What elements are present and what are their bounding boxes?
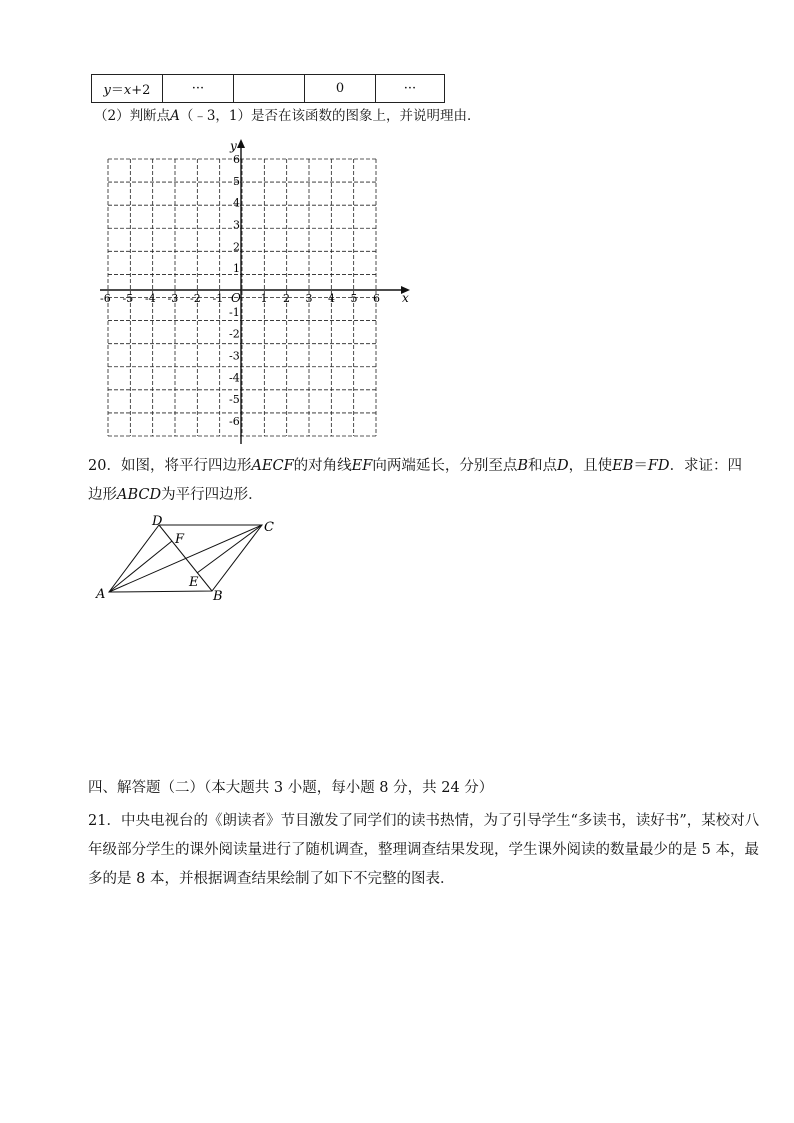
table-cell: ··· <box>376 75 445 103</box>
x-tick-label: 1 <box>260 292 268 305</box>
label-c: C <box>264 520 274 535</box>
label-b: B <box>213 589 223 604</box>
q20-text: 边形 <box>88 487 117 503</box>
x-tick-label: -3 <box>167 292 179 305</box>
y-tick-label: -3 <box>229 349 240 363</box>
q20-text: 为平行四边形． <box>161 487 263 503</box>
q20-var: AECF <box>251 458 294 474</box>
q20-var: EF <box>351 458 373 474</box>
label-e: E <box>189 575 199 590</box>
x-tick-label: -2 <box>190 292 201 305</box>
y-tick-label: -5 <box>229 393 240 407</box>
q20-var: B <box>517 458 528 474</box>
section-4-heading: 四、解答题（二）（本大题共 3 小题，每小题 8 分，共 24 分） <box>88 780 494 796</box>
q20-var: ABCD <box>117 487 162 503</box>
y-tick-label: -2 <box>229 327 240 341</box>
q19-suffix: 是否在该函数的图象上，并说明理由． <box>251 108 481 124</box>
y-tick-label: 2 <box>233 240 240 254</box>
y-tick-label: 4 <box>233 196 240 210</box>
q20-text: 和点 <box>527 458 557 474</box>
x-tick-label: -5 <box>122 292 134 305</box>
q20-text: ，且使 <box>568 458 613 474</box>
segment-af <box>109 541 172 592</box>
q20-text: ．求证：四 <box>669 458 743 474</box>
x-tick-label: 4 <box>328 292 335 305</box>
x-axis-label: x <box>402 291 409 305</box>
q20-var: EB <box>612 458 634 474</box>
y-variable: y <box>103 83 111 98</box>
equals-sign: ＝ <box>110 83 124 98</box>
x-tick-label: -6 <box>100 292 111 305</box>
x-tick-label: -1 <box>212 292 224 305</box>
y-tick-label: 6 <box>233 153 240 166</box>
constant-term: +2 <box>131 83 151 98</box>
x-tick-label: 6 <box>373 292 380 305</box>
label-d: D <box>152 514 163 529</box>
table-cell: ··· <box>163 75 234 103</box>
y-tick-label: -4 <box>229 371 240 385</box>
y-tick-label: -6 <box>229 415 240 428</box>
label-f: F <box>175 532 185 547</box>
q19-prefix: （2）判断点 <box>94 108 171 124</box>
q20-number: 20． <box>88 458 121 474</box>
question-21-line-2: 年级部分学生的课外阅读量进行了随机调查，整理调查结果发现，学生课外阅读的数量最少的是 5 本，最 <box>88 842 759 858</box>
point-coords: （﹣3，1） <box>179 108 252 124</box>
question-21-line-1: 21．中央电视台的《朗读者》节目激发了同学们的读书热情，为了引导学生“多读书，读好书”，某校对八 <box>88 813 760 829</box>
y-tick-label: -1 <box>229 305 240 319</box>
origin-label: O <box>231 291 241 305</box>
question-21-line-3: 多的是 8 本，并根据调查结果绘制了如下不完整的图表． <box>88 871 455 887</box>
label-a: A <box>96 587 106 602</box>
x-tick-label: -4 <box>145 292 156 305</box>
y-axis-arrow <box>237 139 245 148</box>
diagonal-db <box>159 525 212 591</box>
question-20-line-2 <box>88 485 263 505</box>
y-axis-label: y <box>230 139 237 153</box>
q20-text: 的对角线 <box>293 458 352 474</box>
q20-var: D <box>556 458 569 474</box>
q20-var: FD <box>647 458 670 474</box>
x-tick-label: 3 <box>305 292 313 305</box>
q20-text: ＝ <box>633 458 648 474</box>
x-tick-label: 2 <box>283 292 290 305</box>
y-tick-label: 3 <box>233 218 240 232</box>
q20-text: 向两端延长，分别至点 <box>372 458 518 474</box>
point-name: A <box>170 108 180 124</box>
x-tick-label: 5 <box>350 292 358 305</box>
y-tick-label: 5 <box>233 174 240 188</box>
table-cell: 0 <box>305 75 376 103</box>
coordinate-grid <box>0 0 794 460</box>
q20-text: 如图，将平行四边形 <box>120 458 252 474</box>
question-20-line-1 <box>88 456 742 476</box>
parallelogram-figure <box>90 508 290 608</box>
y-tick-label: 1 <box>233 262 240 276</box>
x-variable: x <box>123 83 132 98</box>
